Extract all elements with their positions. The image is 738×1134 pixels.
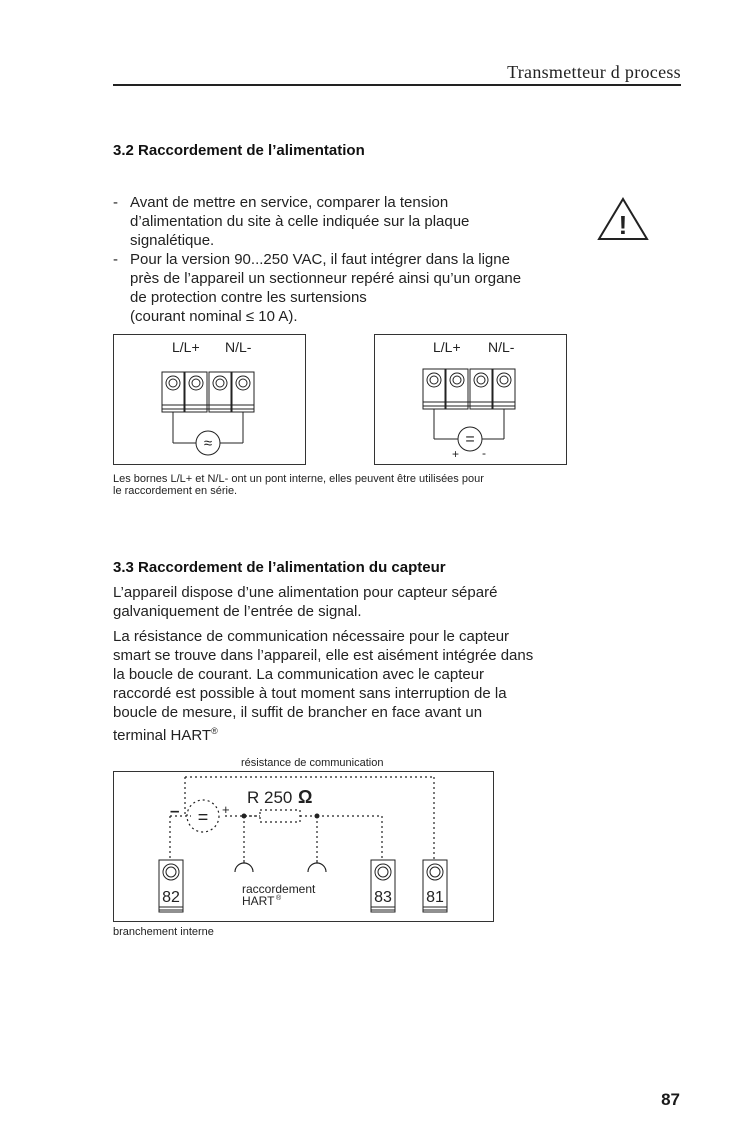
dc-source-symbol: =	[465, 431, 475, 448]
diagram-caption	[113, 473, 583, 497]
hart-text: terminal HART	[113, 727, 212, 744]
hart-label-line2: HART	[242, 894, 275, 908]
terminal-83-label: 83	[374, 889, 392, 906]
paragraph-line: La résistance de communication nécessaire pour le capteur	[113, 628, 510, 645]
minus-sign: –	[170, 801, 180, 820]
paragraph-line: L’appareil dispose d’une alimentation pour capteur séparé	[113, 584, 498, 601]
terminal-82-label: 82	[162, 889, 180, 906]
diagram-bottom-caption: branchement interne	[113, 926, 214, 938]
bullet-line: Pour la version 90...250 VAC, il faut intégrer dans la ligne	[130, 251, 510, 268]
caption-line: Les bornes L/L+ et N/L- ont un pont interne, elles peuvent être utilisées pour	[113, 473, 484, 485]
paragraph-line: galvaniquement de l’entrée de signal.	[113, 603, 362, 620]
wiring-diagram-ac	[113, 334, 306, 465]
bullet-line: de protection contre les surtensions	[130, 289, 367, 306]
bullet-line: Avant de mettre en service, comparer la tension	[130, 194, 449, 211]
bullet-line: signalétique.	[130, 232, 215, 249]
header-rule	[113, 84, 681, 86]
label-n: N/L-	[488, 339, 515, 355]
plus-sign: +	[222, 802, 230, 817]
plus-sign: +	[452, 447, 460, 461]
section-heading-3-3: 3.3 Raccordement de l’alimentation du capteur	[113, 559, 446, 576]
page-number: 87	[661, 1090, 680, 1109]
hart-connector-hooks	[235, 860, 326, 872]
paragraph-line: boucle de mesure, il suffit de brancher en face avant un	[113, 704, 483, 721]
running-header: Transmetteur d process	[507, 62, 681, 82]
bullet-dash: -	[113, 194, 118, 211]
diagram-top-label: résistance de communication	[241, 757, 384, 769]
paragraph-2	[113, 627, 583, 745]
resistor-label: R 250	[247, 788, 293, 807]
ohm-symbol: Ω	[298, 787, 313, 807]
caption-line: le raccordement en série.	[113, 485, 238, 497]
paragraph-line: smart se trouve dans l’appareil, elle est aisément intégrée dans	[113, 647, 534, 664]
paragraph-line: la boucle de courant. La communication avec le capteur	[113, 666, 485, 683]
terminal-81-label: 81	[426, 889, 444, 906]
wiring-diagram-dc	[374, 334, 567, 465]
paragraph-line: raccordé est possible à tout moment sans interruption de la	[113, 685, 507, 702]
bullet-line: près de l’appareil un sectionneur repéré ainsi qu’un organe	[130, 270, 522, 287]
label-n: N/L-	[225, 339, 252, 355]
warning-symbol: !	[618, 210, 628, 240]
bullet-text	[130, 193, 570, 250]
minus-sign: -	[482, 446, 486, 460]
hart-label-line1: raccordement	[242, 882, 316, 896]
section-heading-3-2: 3.2 Raccordement de l’alimentation	[113, 142, 365, 159]
ac-source-symbol: ≈	[203, 435, 213, 452]
bullet-item-1	[113, 193, 563, 253]
bullet-dash: -	[113, 251, 118, 268]
registered-mark: ®	[211, 726, 218, 736]
label-l: L/L+	[172, 339, 200, 355]
bullet-line: (courant nominal ≤ 10 A).	[130, 308, 298, 325]
sensor-supply-diagram	[113, 771, 494, 922]
junction-dot	[315, 814, 320, 819]
warning-triangle-icon	[596, 196, 650, 242]
label-l: L/L+	[433, 339, 461, 355]
paragraph-line	[113, 722, 583, 745]
junction-dot	[242, 814, 247, 819]
hart-registered-mark: ®	[276, 895, 282, 902]
bullet-line: d’alimentation du site à celle indiquée sur la plaque	[130, 213, 470, 230]
paragraph-1	[113, 583, 583, 621]
bullet-text	[130, 250, 570, 326]
dc-source-symbol: =	[197, 807, 209, 827]
bullet-item-2	[113, 250, 563, 330]
